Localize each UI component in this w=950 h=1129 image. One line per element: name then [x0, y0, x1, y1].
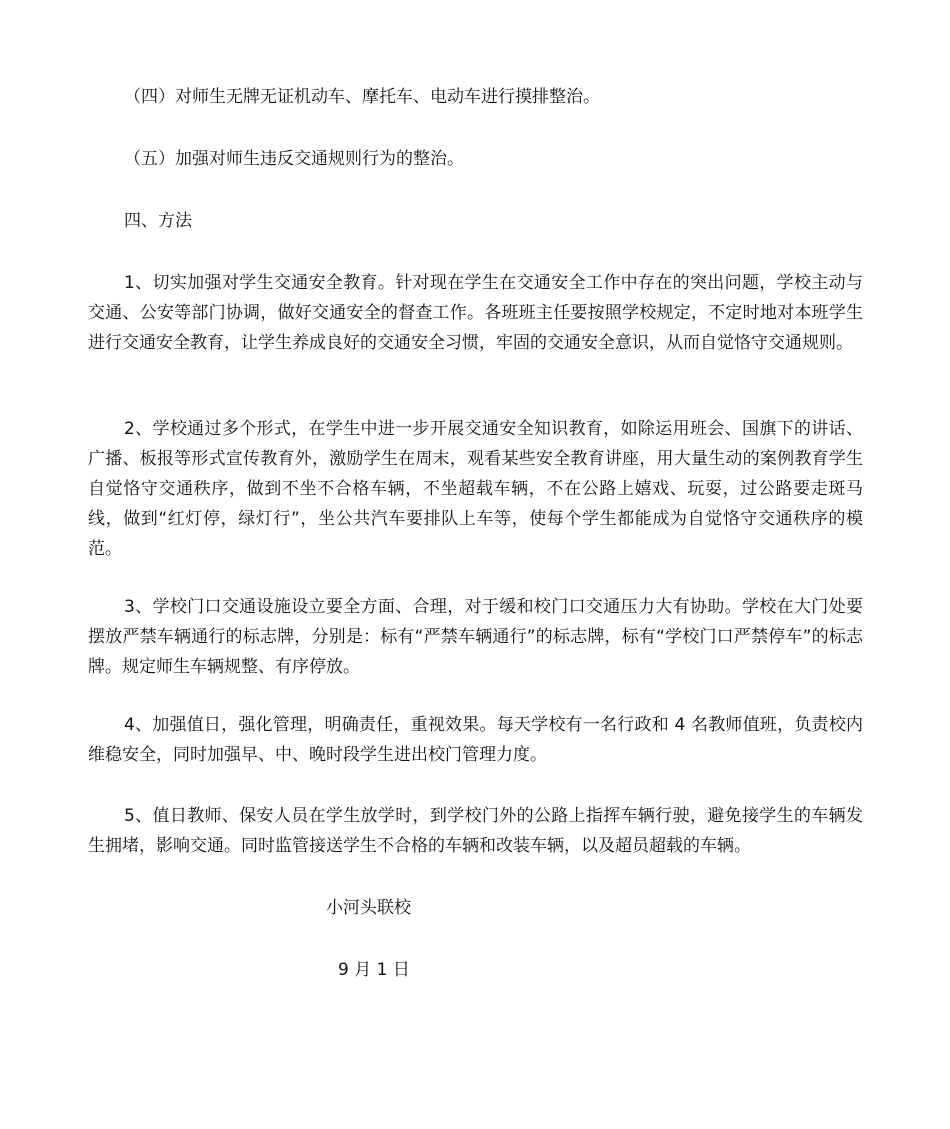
- method-paragraph-2: 2、学校通过多个形式，在学生中进一步开展交通安全知识教育，如除运用班会、国旗下的讲话、广播、板报等形式宣传教育外，激励学生在周末，观看某些安全教育讲座，用大量生动的案例教育学生自觉恪守交通秩序，做到不坐不合格车辆，不坐超载车辆，不在公路上嬉戏、玩耍，过公路要走斑马线，做到“红灯停，绿灯行”，坐公共汽车要排队上车等，使每个学生都能成为自觉恪守交通秩序的模范。: [88, 419, 863, 559]
- paragraph-item-5: （五）加强对师生违反交通规则行为的整治。: [124, 149, 464, 169]
- method-paragraph-3: 3、学校门口交通设施设立要全方面、合理，对于缓和校门口交通压力大有协助。学校在大门处要摆放严禁车辆通行的标志牌，分别是：标有“严禁车辆通行”的标志牌，标有“学校门口严禁停车”的标志牌。规定师生车辆规整、有序停放。: [88, 597, 863, 677]
- method-paragraph-4: 4、加强值日，强化管理，明确责任，重视效果。每天学校有一名行政和 4 名教师值班，负责校内维稳安全，同时加强早、中、晚时段学生进出校门管理力度。: [88, 715, 863, 765]
- method-paragraph-5: 5、值日教师、保安人员在学生放学时，到学校门外的公路上指挥车辆行驶，避免接学生的车辆发生拥堵，影响交通。同时监管接送学生不合格的车辆和改装车辆，以及超员超载的车辆。: [88, 806, 863, 856]
- method-paragraph-1: 1、切实加强对学生交通安全教育。针对现在学生在交通安全工作中存在的突出问题，学校主动与交通、公安等部门协调，做好交通安全的督查工作。各班班主任要按照学校规定，不定时地对本班学生进行交通安全教育，让学生养成良好的交通安全习惯，牢固的交通安全意识，从而自觉恪守交通规则。: [88, 273, 863, 353]
- paragraph-item-4: （四）对师生无牌无证机动车、摩托车、电动车进行摸排整治。: [124, 87, 600, 107]
- section-heading-methods: 四、方法: [124, 211, 192, 231]
- signature-date: 9 月 1 日: [338, 960, 410, 980]
- signature-organization: 小河头联校: [326, 898, 411, 918]
